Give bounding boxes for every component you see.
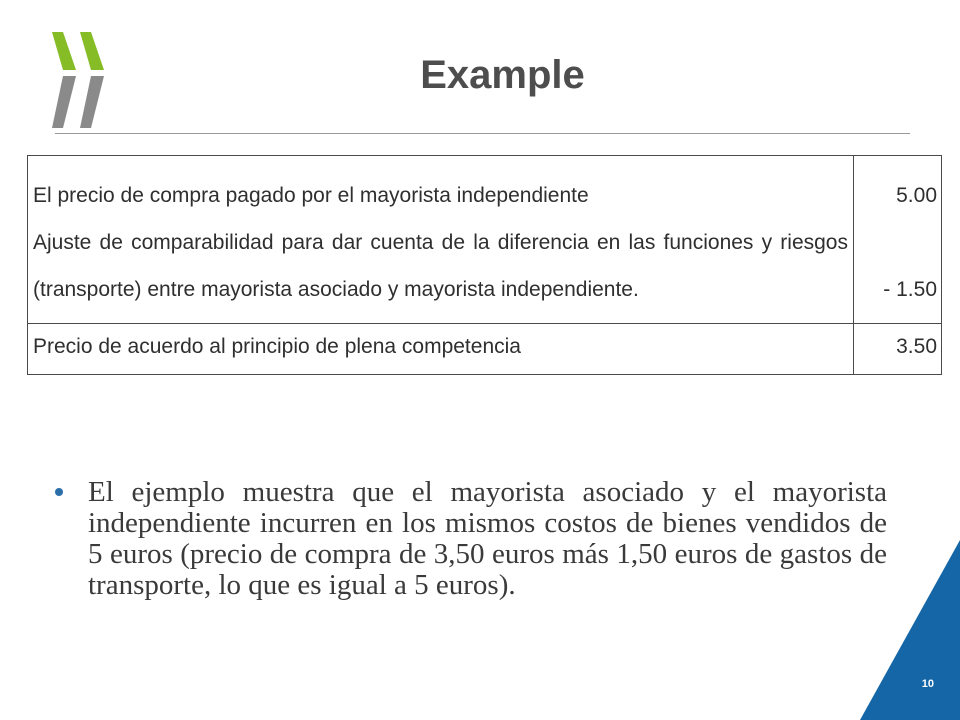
arms-length-price-label: Precio de acuerdo al principio de plena competencia: [28, 324, 854, 375]
adjustment-value: - 1.50: [883, 278, 937, 301]
price-adjustment-table: [27, 155, 942, 375]
title-divider: [55, 133, 910, 134]
bullet-dot-icon: [55, 488, 63, 496]
table-cell-values: [854, 156, 942, 324]
corner-triangle-decoration: [860, 540, 960, 720]
page-number: 10: [921, 678, 934, 690]
table-row: [28, 156, 942, 324]
bullet-list-item: [55, 477, 887, 601]
purchase-price-value: 5.00: [896, 184, 937, 207]
adjustment-text: Ajuste de comparabilidad para dar cuenta de la diferencia en las funciones y riesgos (transporte) entre mayorista asociado y mayorista independiente.: [33, 231, 848, 301]
table-cell-description: [28, 156, 854, 324]
table-row: [28, 324, 942, 375]
slide-title: Example: [420, 53, 585, 97]
bullet-text: El ejemplo muestra que el mayorista asociado y el mayorista independiente incurren en los mismos costos de bienes vendidos de 5 euros (precio de compra de 3,50 euros más 1,50 euros de gastos de transporte, lo que es igual a 5 euros).: [88, 476, 887, 601]
arms-length-price-value: 3.50: [854, 324, 942, 375]
purchase-price-text: El precio de compra pagado por el mayorista independiente: [33, 184, 589, 207]
